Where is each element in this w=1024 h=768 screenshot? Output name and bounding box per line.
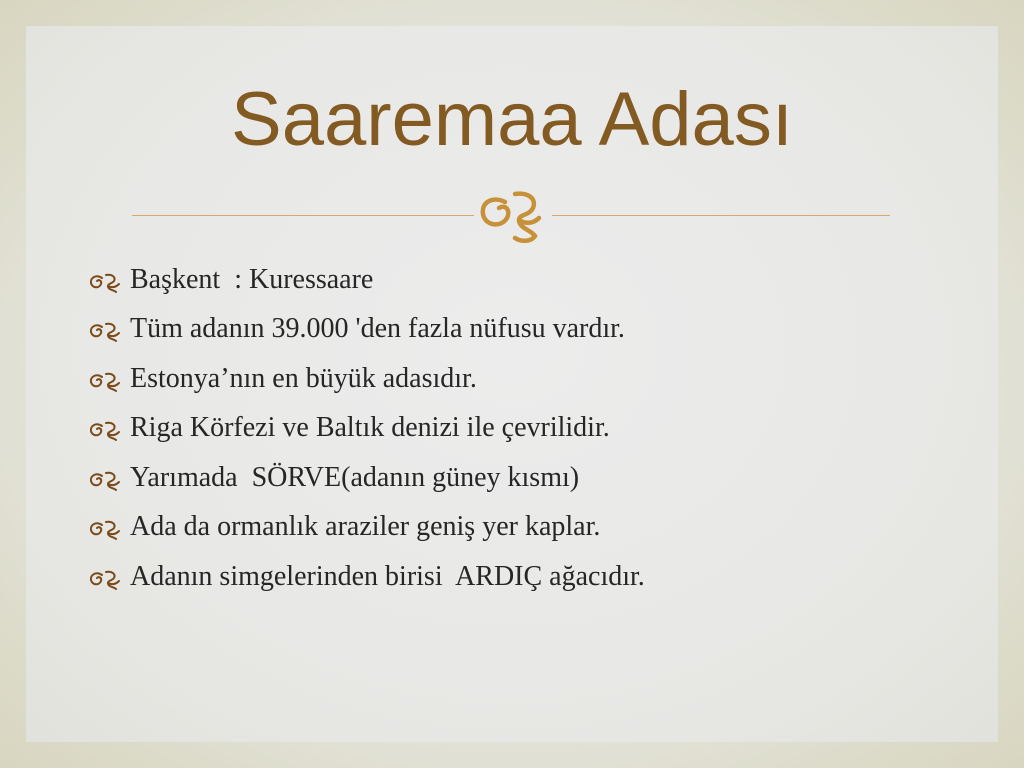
title-divider-left [132, 215, 474, 216]
list-item [88, 255, 645, 305]
list-item [88, 404, 645, 454]
flourish-bullet-icon [88, 269, 124, 291]
flourish-icon [475, 188, 551, 244]
slide-title: Saaremaa Adası [231, 77, 793, 162]
flourish-bullet-icon [88, 368, 124, 390]
bullet-list [88, 255, 645, 602]
flourish-bullet-icon [88, 566, 124, 588]
flourish-bullet-icon [88, 417, 124, 439]
title-divider-right [552, 215, 890, 216]
bullet-text: Estonya’nın en büyük adasıdır. [130, 362, 477, 394]
flourish-bullet-icon [88, 318, 124, 340]
list-item [88, 354, 645, 404]
bullet-text: Yarımada SÖRVE(adanın güney kısmı) [130, 461, 580, 493]
bullet-text: Adanın simgelerinden birisi ARDIÇ ağacıdır. [130, 560, 645, 592]
flourish-bullet-icon [88, 467, 124, 489]
flourish-bullet-icon [88, 516, 124, 538]
bullet-text: Riga Körfezi ve Baltık denizi ile çevrilidir. [130, 412, 610, 444]
list-item [88, 305, 645, 355]
list-item [88, 552, 645, 602]
bullet-text: Tüm adanın 39.000 'den fazla nüfusu vardır. [130, 313, 625, 345]
bullet-text: Başkent : Kuressaare [130, 263, 374, 295]
list-item [88, 453, 645, 503]
bullet-text: Ada da ormanlık araziler geniş yer kaplar. [130, 511, 601, 543]
list-item [88, 503, 645, 553]
